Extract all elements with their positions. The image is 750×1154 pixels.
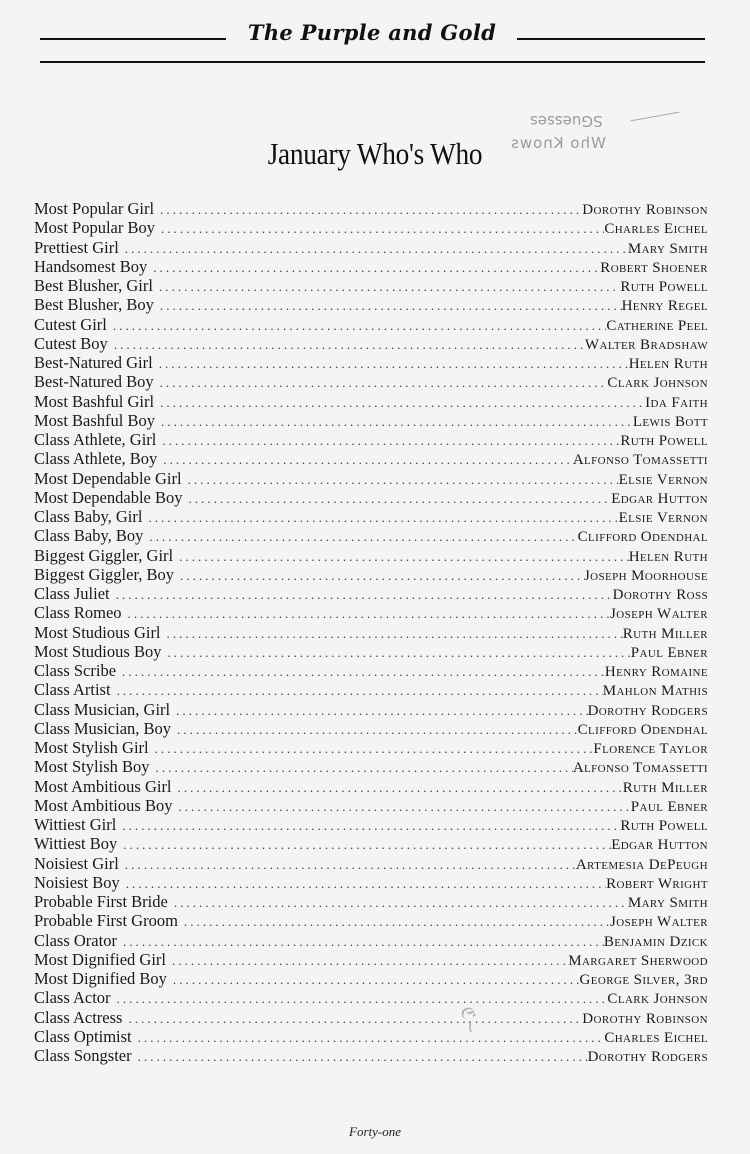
award-title: Wittiest Girl — [34, 815, 117, 834]
dot-leader — [149, 527, 577, 545]
winner-name: Helen Ruth — [628, 548, 708, 565]
dot-leader — [163, 450, 573, 468]
winner-name: Florence Taylor — [593, 741, 708, 757]
list-item — [34, 411, 708, 430]
pencil-mark-decoration: ℭ~ — [456, 1005, 482, 1036]
dot-leader — [159, 277, 620, 295]
award-title: Most Ambitious Boy — [34, 795, 173, 815]
dot-leader — [160, 296, 622, 314]
list-item — [34, 680, 708, 699]
pencil-note-line-2: Who Knows — [510, 134, 606, 152]
dot-leader — [128, 1009, 582, 1027]
whos-who-list — [34, 199, 708, 1065]
award-title: Class Scribe — [34, 661, 117, 680]
page-number: Forty-one — [349, 1124, 401, 1139]
award-title: Class Musician, Boy — [34, 718, 172, 738]
dot-leader — [116, 585, 613, 603]
award-title: Most Stylish Boy — [34, 757, 150, 777]
masthead-title: The Purple and Gold — [247, 20, 497, 45]
winner-name: Robert Wright — [606, 875, 708, 892]
award-title: Most Dignified Boy — [34, 969, 167, 988]
list-item — [34, 507, 708, 526]
winner-name: Ruth Miller — [622, 779, 708, 796]
winner-name: Clifford Odendhal — [577, 721, 708, 738]
dot-leader — [178, 778, 623, 796]
award-title: Cutest Girl — [34, 314, 107, 334]
list-item — [34, 661, 708, 680]
winner-name: Elsie Vernon — [618, 471, 708, 488]
award-title: Most Popular Boy — [34, 218, 156, 238]
list-item — [34, 623, 708, 642]
list-item — [34, 353, 708, 372]
list-item — [34, 238, 708, 257]
dot-leader — [114, 335, 585, 353]
award-title: Most Studious Girl — [34, 622, 161, 642]
list-item — [34, 1027, 708, 1046]
list-item — [34, 334, 708, 353]
award-title: Best-Natured Boy — [34, 372, 154, 392]
dot-leader — [179, 547, 629, 565]
award-title: Prettiest Girl — [34, 237, 119, 257]
winner-name: Ida Faith — [645, 394, 708, 411]
dot-leader — [167, 624, 623, 642]
award-title: Most Studious Boy — [34, 641, 162, 661]
dot-leader — [174, 893, 628, 911]
pencil-note-dash — [630, 112, 679, 122]
dot-leader — [161, 219, 604, 237]
award-title: Class Baby, Boy — [34, 526, 144, 546]
winner-name: Henry Romaine — [604, 664, 708, 680]
winner-name: Dorothy Ross — [612, 587, 708, 603]
dot-leader — [180, 566, 584, 584]
award-title: Class Actress — [34, 1007, 123, 1027]
winner-name: Henry Regel — [621, 298, 708, 315]
winner-name: Joseph Walter — [610, 914, 708, 931]
dot-leader — [188, 489, 611, 507]
award-title: Class Optimist — [34, 1026, 132, 1046]
winner-name: Edgar Hutton — [611, 490, 708, 507]
list-item — [34, 276, 708, 295]
list-item — [34, 218, 708, 237]
list-item — [34, 526, 708, 545]
list-item — [34, 777, 708, 796]
award-title: Most Popular Girl — [34, 199, 155, 218]
dot-leader — [156, 758, 573, 776]
dot-leader — [117, 989, 608, 1007]
winner-name: Dorothy Rodgers — [587, 1049, 708, 1065]
award-title: Best Blusher, Girl — [34, 276, 153, 295]
list-item — [34, 988, 708, 1007]
award-title: Handsomest Boy — [34, 256, 148, 276]
award-title: Most Dependable Girl — [34, 468, 182, 488]
list-item — [34, 488, 708, 507]
list-item — [34, 642, 708, 661]
list-item — [34, 584, 708, 603]
winner-name: Joseph Moorhouse — [583, 567, 708, 584]
dot-leader — [155, 739, 594, 757]
list-item — [34, 430, 708, 449]
winner-name: Clifford Odendhal — [577, 529, 708, 546]
winner-name: Ruth Powell — [620, 433, 708, 449]
masthead-header — [40, 18, 705, 74]
winner-name: Mahlon Mathis — [602, 683, 708, 700]
winner-name: Clark Johnson — [607, 991, 708, 1008]
list-item — [34, 815, 708, 834]
award-title: Most Bashful Girl — [34, 391, 155, 411]
winner-name: Artemesia DePeugh — [575, 856, 708, 873]
winner-name: Joseph Walter — [610, 606, 708, 623]
pencil-note-line-1: SGuesses — [530, 112, 603, 130]
award-title: Class Romeo — [34, 603, 122, 623]
masthead-rule-left — [40, 38, 226, 40]
winner-name: Alfonso Tomassetti — [572, 452, 708, 469]
list-item — [34, 700, 708, 719]
award-title: Probable First Groom — [34, 911, 178, 931]
dot-leader — [125, 239, 628, 257]
list-item — [34, 738, 708, 757]
list-item — [34, 931, 708, 950]
winner-name: Helen Ruth — [628, 356, 708, 372]
list-item — [34, 199, 708, 218]
award-title: Biggest Giggler, Girl — [34, 545, 174, 565]
dot-leader — [167, 643, 630, 661]
list-item — [34, 565, 708, 584]
winner-name: Dorothy Robinson — [582, 1010, 708, 1027]
award-title: Most Dependable Boy — [34, 487, 183, 507]
award-title: Wittiest Boy — [34, 834, 118, 854]
award-title: Class Baby, Girl — [34, 507, 143, 526]
award-title: Class Actor — [34, 988, 111, 1008]
dot-leader — [178, 797, 630, 815]
winner-name: Dorothy Rodgers — [587, 702, 708, 719]
dot-leader — [160, 373, 608, 391]
winner-name: Ruth Miller — [622, 625, 708, 642]
award-title: Most Dignified Girl — [34, 949, 166, 969]
dot-leader — [123, 932, 604, 950]
winner-name: Walter Bradshaw — [584, 336, 708, 353]
masthead-rule-right — [517, 38, 705, 40]
list-item — [34, 1046, 708, 1065]
award-title: Most Ambitious Girl — [34, 776, 172, 796]
dot-leader — [123, 835, 611, 853]
list-item — [34, 469, 708, 488]
list-item — [34, 950, 708, 969]
list-item — [34, 295, 708, 314]
dot-leader — [148, 508, 618, 526]
dot-leader — [113, 316, 607, 334]
dot-leader — [162, 431, 620, 449]
winner-name: Clark Johnson — [607, 375, 708, 392]
dot-leader — [138, 1028, 605, 1046]
winner-name: Margaret Sherwood — [568, 952, 708, 969]
winner-name: Paul Ebner — [630, 644, 708, 661]
award-title: Noisiest Girl — [34, 853, 119, 873]
dot-leader — [122, 662, 605, 680]
dot-leader — [122, 816, 620, 834]
list-item — [34, 449, 708, 468]
award-title: Most Stylish Girl — [34, 738, 149, 757]
winner-name: George Silver, 3rd — [579, 972, 708, 988]
dot-leader — [117, 681, 603, 699]
award-title: Best Blusher, Boy — [34, 295, 154, 315]
list-item — [34, 315, 708, 334]
list-item — [34, 392, 708, 411]
page-title: January Who's Who — [267, 136, 483, 171]
list-item — [34, 796, 708, 815]
list-item — [34, 834, 708, 853]
dot-leader — [188, 470, 619, 488]
list-item — [34, 911, 708, 930]
award-title: Probable First Bride — [34, 892, 168, 911]
winner-name: Mary Smith — [627, 240, 708, 257]
dot-leader — [173, 970, 580, 988]
list-item — [34, 1008, 708, 1027]
list-item — [34, 757, 708, 776]
list-item — [34, 854, 708, 873]
dot-leader — [160, 393, 645, 411]
award-title: Class Juliet — [34, 584, 110, 603]
winner-name: Catherine Peel — [606, 317, 708, 334]
winner-name: Charles Eichel — [604, 221, 708, 238]
dot-leader — [153, 258, 600, 276]
list-item — [34, 372, 708, 391]
award-title: Best-Natured Girl — [34, 353, 153, 372]
dot-leader — [128, 604, 611, 622]
dot-leader — [159, 354, 629, 372]
winner-name: Ruth Powell — [620, 818, 708, 834]
award-title: Cutest Boy — [34, 333, 108, 353]
winner-name: Charles Eichel — [604, 1029, 708, 1046]
award-title: Most Bashful Boy — [34, 410, 156, 430]
winner-name: Lewis Bott — [632, 413, 708, 430]
dot-leader — [172, 951, 568, 969]
award-title: Class Athlete, Boy — [34, 449, 158, 469]
list-item — [34, 873, 708, 892]
list-item — [34, 719, 708, 738]
list-item — [34, 603, 708, 622]
list-item — [34, 892, 708, 911]
list-item — [34, 969, 708, 988]
winner-name: Ruth Powell — [620, 279, 708, 295]
dot-leader — [138, 1047, 588, 1065]
masthead-rule-bottom — [40, 61, 705, 63]
award-title: Class Musician, Girl — [34, 699, 171, 719]
dot-leader — [160, 200, 582, 218]
winner-name: Mary Smith — [627, 895, 708, 911]
award-title: Class Athlete, Girl — [34, 430, 157, 449]
dot-leader — [176, 701, 587, 719]
list-item — [34, 546, 708, 565]
winner-name: Robert Shoener — [600, 259, 708, 276]
list-item — [34, 257, 708, 276]
award-title: Class Artist — [34, 680, 111, 700]
dot-leader — [184, 912, 610, 930]
award-title: Noisiest Boy — [34, 872, 120, 892]
winner-name: Elsie Vernon — [618, 510, 708, 526]
winner-name: Alfonso Tomassetti — [572, 760, 708, 777]
winner-name: Edgar Hutton — [611, 837, 708, 854]
award-title: Class Songster — [34, 1046, 132, 1065]
award-title: Biggest Giggler, Boy — [34, 564, 175, 584]
winner-name: Dorothy Robinson — [582, 202, 708, 218]
dot-leader — [126, 874, 606, 892]
dot-leader — [125, 855, 576, 873]
dot-leader — [177, 720, 578, 738]
award-title: Class Orator — [34, 930, 117, 950]
winner-name: Benjamin Dzick — [603, 933, 708, 950]
dot-leader — [161, 412, 633, 430]
winner-name: Paul Ebner — [630, 798, 708, 815]
